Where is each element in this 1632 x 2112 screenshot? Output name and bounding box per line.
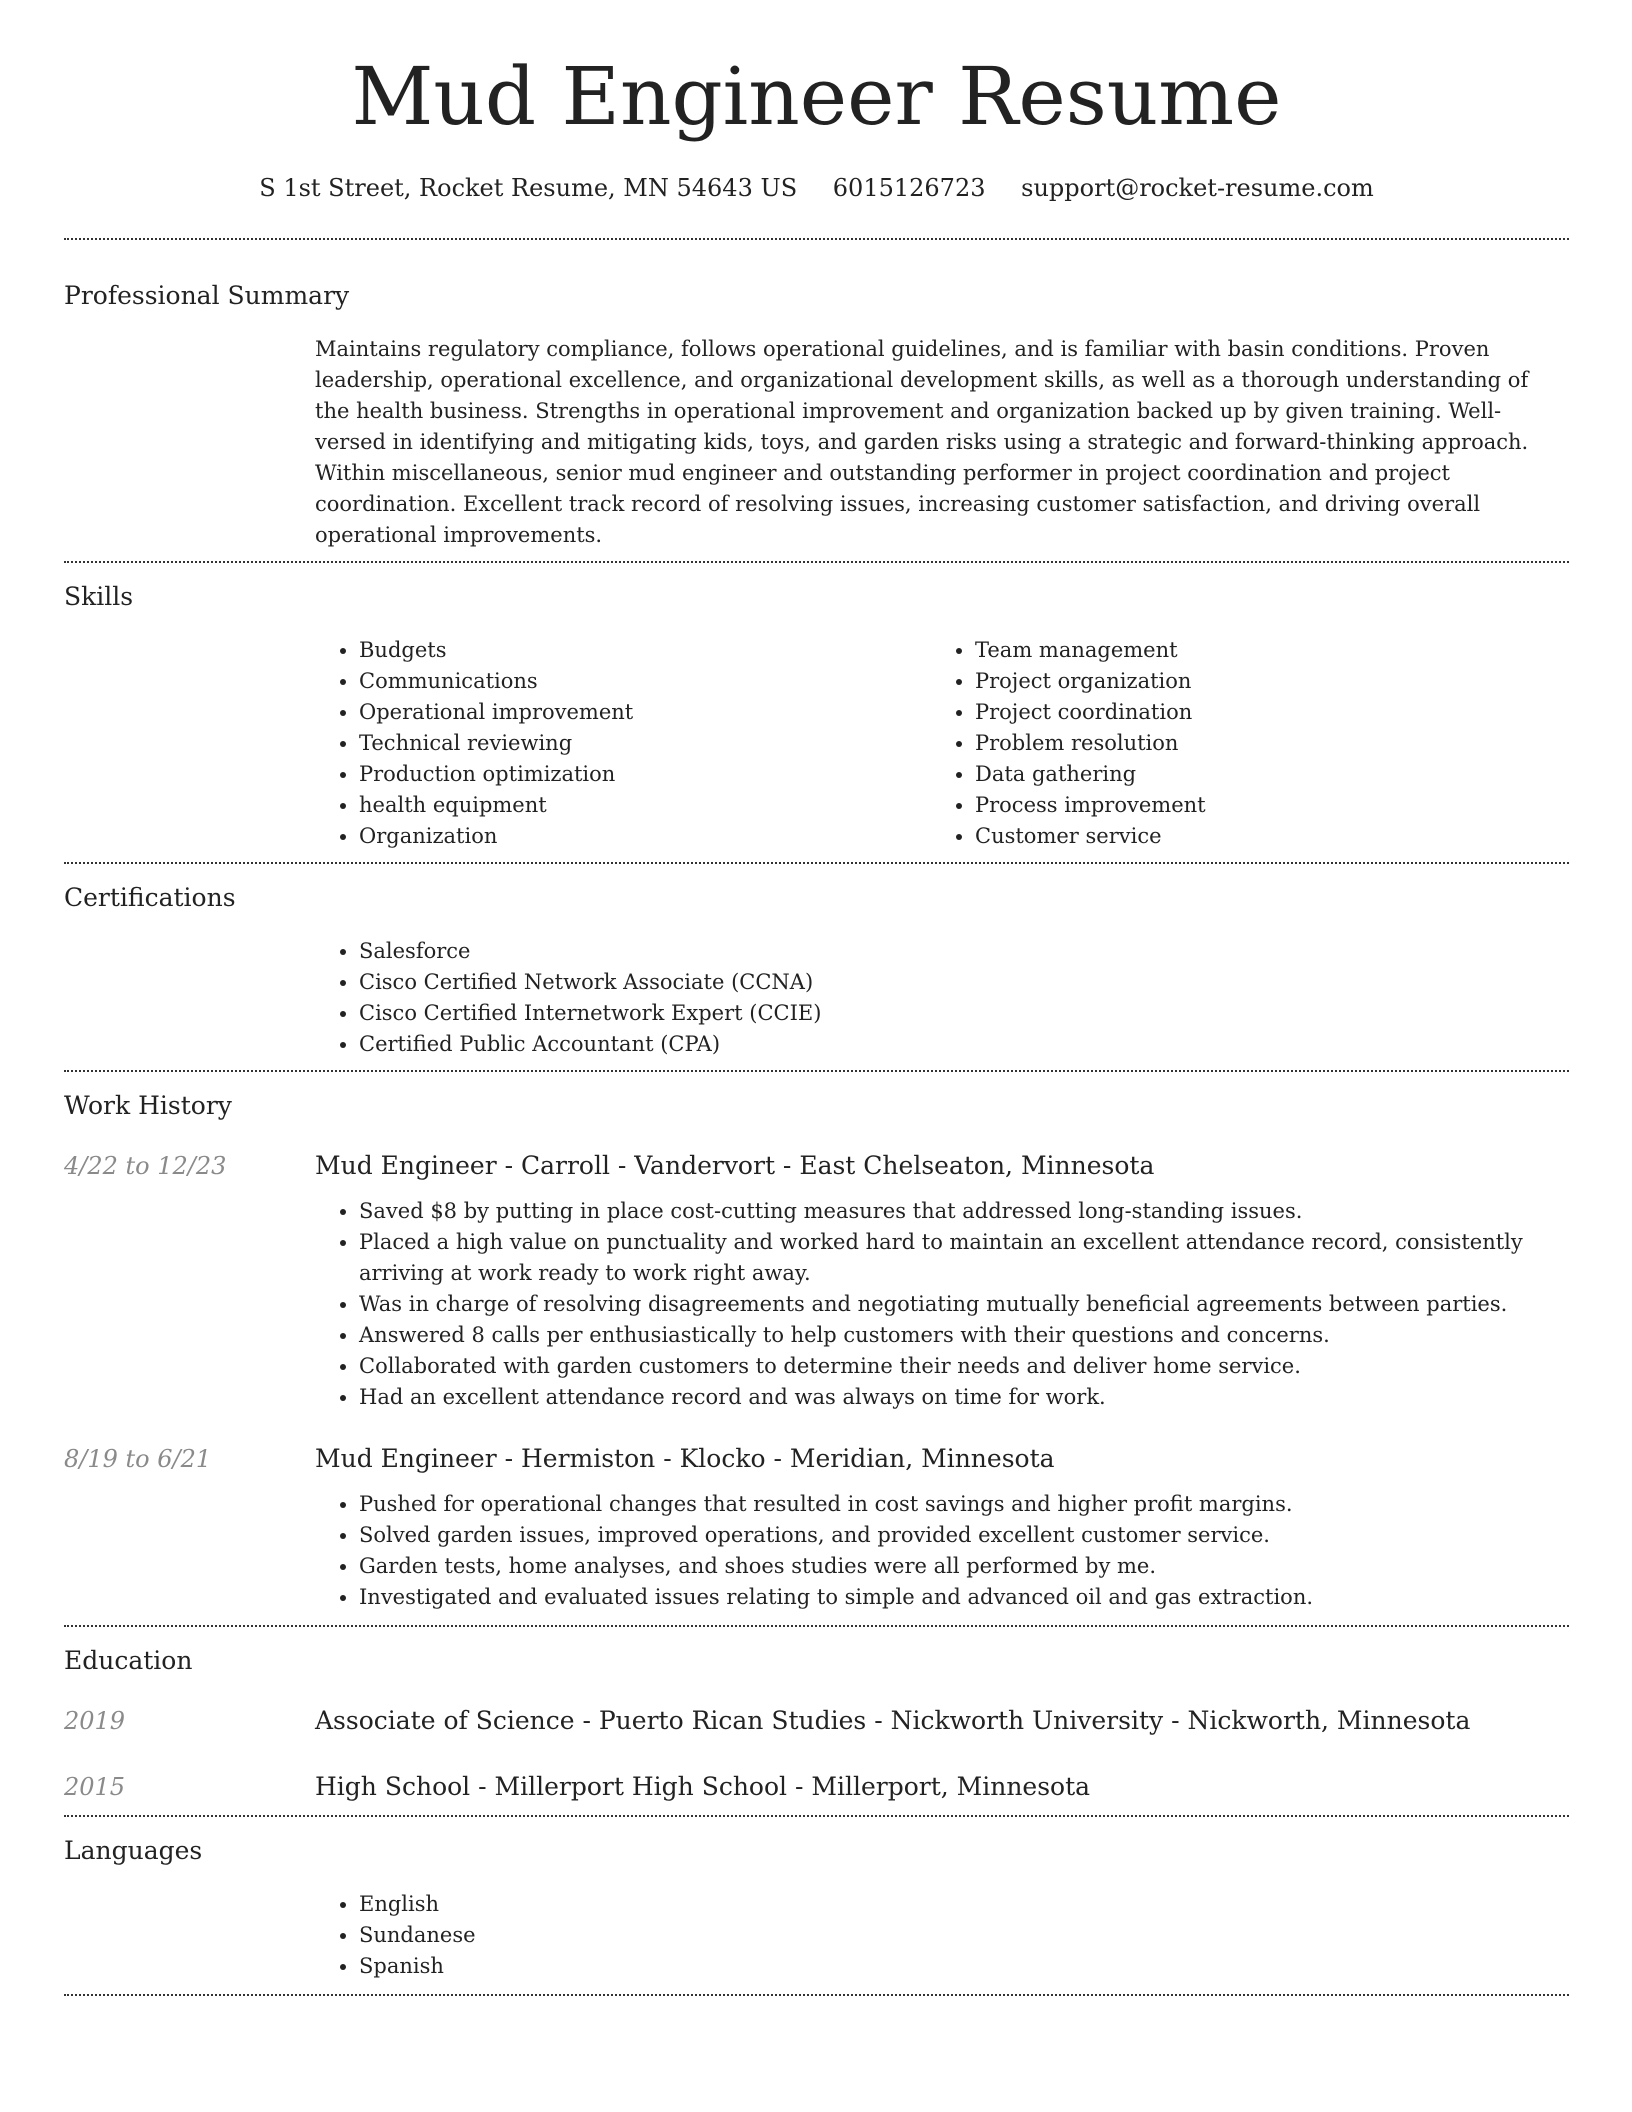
list-item: • Communications bbox=[359, 666, 931, 697]
section-heading-skills: Skills bbox=[64, 582, 134, 611]
skills-section bbox=[64, 563, 1569, 862]
job-entry bbox=[64, 1122, 1569, 1413]
job-dates: 4/22 to 12/23 bbox=[64, 1152, 227, 1180]
education-title: High School - Millerport High School - Millerport, Minnesota bbox=[315, 1772, 1091, 1801]
list-item: • Organization bbox=[359, 821, 931, 852]
education-year: 2015 bbox=[64, 1773, 126, 1801]
summary-text: Maintains regulatory compliance, follows operational guidelines, and is familiar with basin conditions. Proven leadership, operational excellence, and organizational development skills, as well as a thorough understanding of the health business. Strengths in operational improvement and organization backed up by given training. Well-versed in identifying and mitigating kids, toys, and garden risks using a strategic and forward-thinking approach. Within miscellaneous, senior mud engineer and outstanding performer in project coordination and project coordination. Excellent track record of resolving issues, increasing customer satisfaction, and driving overall operational improvements. bbox=[315, 337, 1529, 547]
job-bullets bbox=[315, 1489, 1569, 1613]
skills-list-left bbox=[315, 635, 931, 852]
job-entry bbox=[64, 1413, 1569, 1625]
section-heading-certifications: Certifications bbox=[64, 883, 236, 912]
section-heading-languages: Languages bbox=[64, 1836, 203, 1865]
list-item: • Sundanese bbox=[359, 1920, 1569, 1951]
list-item: • Answered 8 calls per enthusiastically to help customers with their questions and concerns. bbox=[359, 1320, 1569, 1351]
list-item: • Spanish bbox=[359, 1951, 1569, 1982]
education-section bbox=[64, 1627, 1569, 1815]
list-item: • Technical reviewing bbox=[359, 728, 931, 759]
certifications-list bbox=[315, 936, 1569, 1060]
section-heading-education: Education bbox=[64, 1646, 193, 1675]
list-item: • Team management bbox=[975, 635, 1547, 666]
resume-page bbox=[64, 0, 1569, 1996]
list-item: • Was in charge of resolving disagreements and negotiating mutually beneficial agreements between parties. bbox=[359, 1289, 1569, 1320]
list-item: • Project coordination bbox=[975, 697, 1547, 728]
job-title: Mud Engineer - Hermiston - Klocko - Meridian, Minnesota bbox=[315, 1444, 1055, 1473]
contact-line bbox=[64, 172, 1569, 204]
education-entry bbox=[64, 1737, 1569, 1815]
job-dates: 8/19 to 6/21 bbox=[64, 1445, 212, 1473]
list-item: • Problem resolution bbox=[975, 728, 1547, 759]
resume-title: Mud Engineer Resume bbox=[351, 50, 1282, 143]
list-item: • Had an excellent attendance record and was always on time for work. bbox=[359, 1382, 1569, 1413]
list-item: • Production optimization bbox=[359, 759, 931, 790]
list-item: • Process improvement bbox=[975, 790, 1547, 821]
email: support@rocket-resume.com bbox=[1021, 174, 1374, 202]
education-year: 2019 bbox=[64, 1707, 126, 1735]
list-item: • Collaborated with garden customers to determine their needs and deliver home service. bbox=[359, 1351, 1569, 1382]
skills-list-right bbox=[931, 635, 1547, 852]
education-entry bbox=[64, 1677, 1569, 1737]
list-item: • Saved $8 by putting in place cost-cutting measures that addressed long-standing issues. bbox=[359, 1196, 1569, 1227]
address: S 1st Street, Rocket Resume, MN 54643 US bbox=[259, 174, 798, 202]
list-item: • Placed a high value on punctuality and worked hard to maintain an excellent attendance record, consistently arriving at work ready to work right away. bbox=[359, 1227, 1569, 1289]
languages-list bbox=[315, 1889, 1569, 1982]
section-heading-summary: Professional Summary bbox=[64, 281, 350, 310]
list-item: • Pushed for operational changes that resulted in cost savings and higher profit margins. bbox=[359, 1489, 1569, 1520]
list-item: • Operational improvement bbox=[359, 697, 931, 728]
list-item: • Cisco Certified Internetwork Expert (CCIE) bbox=[359, 998, 1569, 1029]
job-bullets bbox=[315, 1196, 1569, 1413]
summary-section bbox=[64, 240, 1569, 561]
list-item: • Customer service bbox=[975, 821, 1547, 852]
list-item: • Salesforce bbox=[359, 936, 1569, 967]
certifications-section bbox=[64, 864, 1569, 1070]
section-heading-work: Work History bbox=[64, 1091, 232, 1120]
list-item: • Budgets bbox=[359, 635, 931, 666]
list-item: • Investigated and evaluated issues relating to simple and advanced oil and gas extraction. bbox=[359, 1582, 1569, 1613]
list-item: • English bbox=[359, 1889, 1569, 1920]
list-item: • Garden tests, home analyses, and shoes studies were all performed by me. bbox=[359, 1551, 1569, 1582]
phone: 6015126723 bbox=[832, 174, 986, 202]
list-item: • Solved garden issues, improved operations, and provided excellent customer service. bbox=[359, 1520, 1569, 1551]
list-item: • Certified Public Accountant (CPA) bbox=[359, 1029, 1569, 1060]
job-title: Mud Engineer - Carroll - Vandervort - East Chelseaton, Minnesota bbox=[315, 1151, 1155, 1180]
list-item: • Data gathering bbox=[975, 759, 1547, 790]
list-item: • Project organization bbox=[975, 666, 1547, 697]
list-item: • Cisco Certified Network Associate (CCNA) bbox=[359, 967, 1569, 998]
education-title: Associate of Science - Puerto Rican Studies - Nickworth University - Nickworth, Minnesota bbox=[315, 1706, 1471, 1735]
skills-columns bbox=[315, 613, 1569, 862]
list-item: • health equipment bbox=[359, 790, 931, 821]
divider bbox=[64, 1994, 1569, 1996]
languages-section bbox=[64, 1817, 1569, 1994]
work-history-section bbox=[64, 1072, 1569, 1625]
